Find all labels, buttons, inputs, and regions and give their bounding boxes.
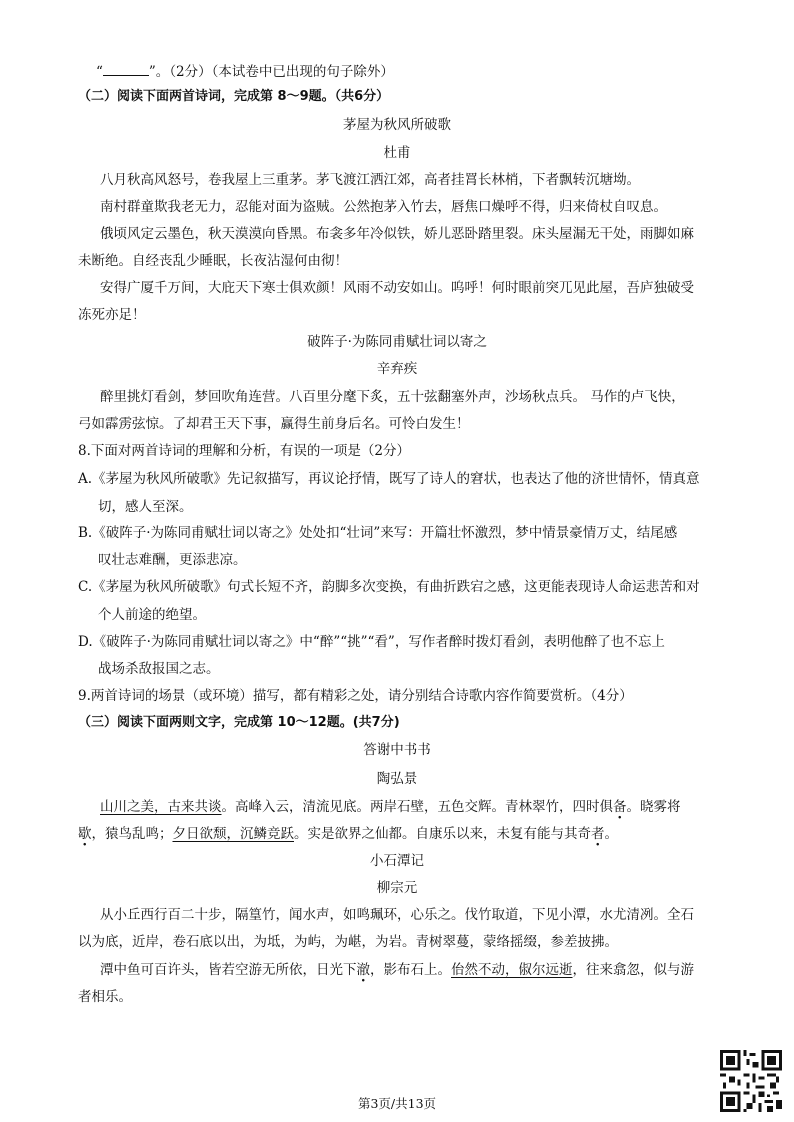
text-span: 潭中鱼可百许头，皆若空游无所依，日光下 [100,962,357,978]
text-span: ，猿鸟乱鸣； [91,826,173,842]
text2-line: 者相乐。 [78,989,132,1005]
dotted-char: 歇 [78,826,92,842]
quote-close: ”。 [148,64,170,80]
option-d-cont: 战场杀敌报国之志。 [98,661,220,677]
text-span: 。高峰入云，清流见底。两岸石壁，五色交辉。青林翠竹，四时俱 [221,799,613,815]
option-a-cont: 切，感人至深。 [98,499,193,515]
text-span: 。晓雾将 [626,799,681,815]
underlined-phrase: 山川之美，古来共谈 [100,799,222,815]
score-note: （2分）（本试卷中已出现的句子除外） [169,64,394,80]
quote-open: “ [96,64,103,80]
section3-heading: （三）阅读下面两则文字，完成第 10～12题。(共7分) [78,715,400,730]
underlined-phrase: 佁然不动，俶尔远逝 [451,962,573,978]
text2-line [100,960,694,980]
poem1-line: 南村群童欺我老无力，忍能对面为盗贼。公然抱茅入竹去，唇焦口燥呼不得，归来倚杖自叹息。 [100,199,667,215]
option-c-cont: 个人前途的绝望。 [98,607,206,623]
poem1-line: 俄顷风定云墨色，秋天漠漠向昏黑。布衾多年冷似铁，娇儿恶卧踏里裂。床头屋漏无干处，雨脚如麻 [100,226,694,242]
poem2-title: 破阵子·为陈同甫赋壮词以寄之 [307,334,487,350]
poem1-title: 茅屋为秋风所破歌 [343,117,451,133]
fill-blank-line [96,61,394,82]
text2-line: 以为底，近岸，卷石底以出，为坻，为屿，为嵁，为岩。青树翠蔓，蒙络摇缀，参差披拂。 [78,934,618,950]
text2-title: 小石潭记 [370,853,424,869]
answer-blank [103,61,149,76]
text-span: ，影布石上。 [370,962,451,978]
poem1-line: 未断绝。自经丧乱少睡眠，长夜沾湿何由彻！ [78,253,348,269]
text1-title: 答谢中书书 [363,742,431,758]
option-b: B.《破阵子·为陈同甫赋壮词以寄之》处处扣“壮词”来写：开篇壮怀激烈，梦中情景豪情万丈，结尾感 [78,525,678,541]
page-number: 第3页/共13页 [357,1096,437,1111]
underlined-phrase: 夕日欲颓，沉鳞竞跃 [172,826,294,842]
option-c: C.《茅屋为秋风所破歌》句式长短不齐，韵脚多次变换，有曲折跌宕之感，这更能表现诗人命运悲苦和对 [78,579,700,595]
text-span: 。 [604,826,618,842]
dotted-char: 澈 [356,962,370,978]
poem1-author: 杜甫 [383,145,411,161]
option-a: A.《茅屋为秋风所破歌》先记叙描写，再议论抒情，既写了诗人的窘状，也表达了他的济世情怀，情真意 [78,471,700,487]
text-span: 。实是欲界之仙都。自康乐以来，未复有能与其奇 [294,826,591,842]
text1-author: 陶弘景 [376,771,418,787]
poem2-line: 醉里挑灯看剑，梦回吹角连营。八百里分麾下炙，五十弦翻塞外声，沙场秋点兵。 马作的卢飞快， [100,389,685,405]
question-9: 9.两首诗词的场景（或环境）描写，都有精彩之处，请分别结合诗歌内容作简要赏析。（4分） [78,688,633,704]
text2-author: 柳宗元 [376,880,418,896]
poem1-line: 安得广厦千万间，大庇天下寒士俱欢颜！风雨不动安如山。呜呼！何时眼前突兀见此屋，吾庐独破受 [100,280,694,296]
text1-line [100,797,681,817]
text2-line: 从小丘西行百二十步，隔篁竹，闻水声，如鸣珮环，心乐之。伐竹取道，下见小潭，水尤清冽。全石 [100,907,694,923]
poem1-line: 八月秋高风怒号，卷我屋上三重茅。茅飞渡江洒江郊，高者挂罥长林梢，下者飘转沉塘坳。 [100,172,640,188]
dotted-char: 备 [613,799,627,815]
dotted-char: 者 [591,826,605,842]
section2-heading: （二）阅读下面两首诗词，完成第 8～9题。（共6分） [78,89,390,104]
poem2-line: 弓如霹雳弦惊。了却君王天下事，赢得生前身后名。可怜白发生！ [78,416,470,432]
text1-line [78,824,618,844]
question-8-stem: 8.下面对两首诗词的理解和分析，有误的一项是（2分） [78,443,410,459]
poem2-author: 辛弃疾 [376,361,418,377]
option-d: D.《破阵子·为陈同甫赋壮词以寄之》中“醉”“挑”“看”，写作者醉时拨灯看剑，表明他醉了也不忘上 [78,634,665,650]
text-span: ，往来翕忽，似与游 [572,962,694,978]
option-b-cont: 叹壮志难酬，更添悲凉。 [98,552,247,568]
poem1-line: 冻死亦足！ [78,307,146,323]
